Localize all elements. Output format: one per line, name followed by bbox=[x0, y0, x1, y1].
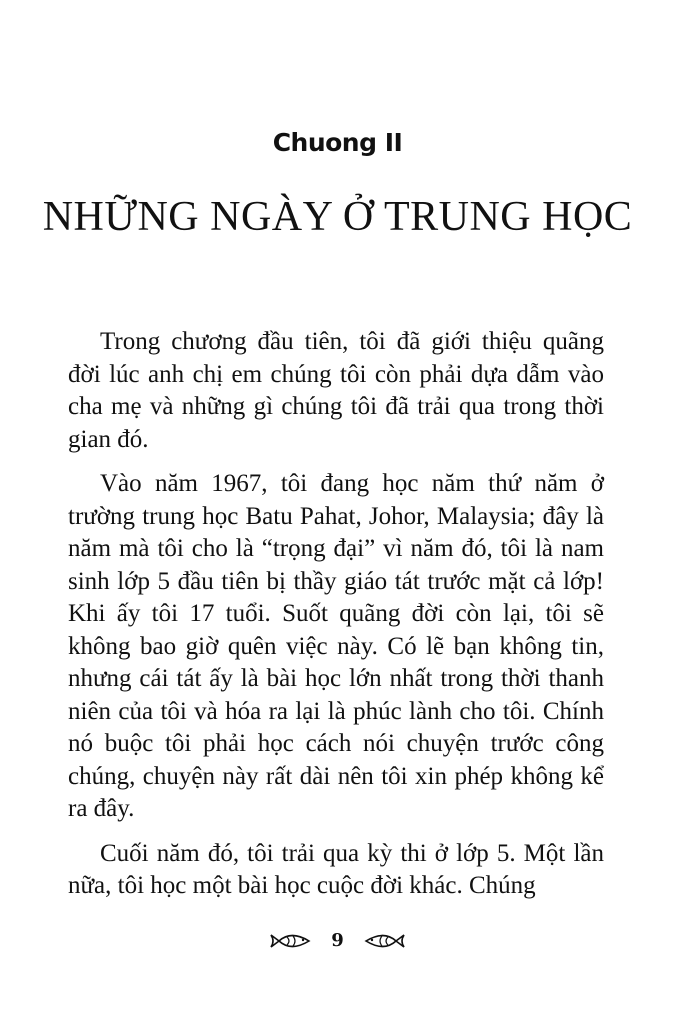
fish-ornament-icon bbox=[269, 931, 313, 951]
paragraph: Cuối năm đó, tôi trải qua kỳ thi ở lớp 5. Một lần nữa, tôi học một bài học cuộc đời khác. Chúng bbox=[68, 839, 604, 899]
page-number: 9 bbox=[331, 930, 344, 951]
chapter-title: NHỮNG NGÀY Ở TRUNG HỌC bbox=[42, 194, 633, 240]
body-text bbox=[68, 326, 604, 915]
paragraph: Trong chương đầu tiên, tôi đã giới thiệu quãng đời lúc anh chị em chúng tôi còn phải dựa dẫm vào cha mẹ và những gì chúng tôi đã trải qua trong thời gian đó. bbox=[68, 328, 604, 453]
fish-ornament-icon bbox=[362, 931, 406, 951]
chapter-label: Chuong II bbox=[272, 128, 403, 157]
page-footer bbox=[0, 930, 675, 951]
paragraph: Vào năm 1967, tôi đang học năm thứ năm ở trường trung học Batu Pahat, Johor, Malaysia; đây là năm mà tôi cho là “trọng đại” vì năm đó, tôi là nam sinh lớp 5 đầu tiên bị thầy giáo tát trước mặt cả lớp! Khi ấy tôi 17 tuổi. Suốt quãng đời còn lại, tôi sẽ không bao giờ quên việc này. Có lẽ bạn không tin, nhưng cái tát ấy là bài học lớn nhất trong thời thanh niên của tôi và hóa ra lại là phúc lành cho tôi. Chính nó buộc tôi phải học cách nói chuyện trước công chúng, chuyện này rất dài nên tôi xin phép không kể ra đây. bbox=[68, 470, 604, 822]
